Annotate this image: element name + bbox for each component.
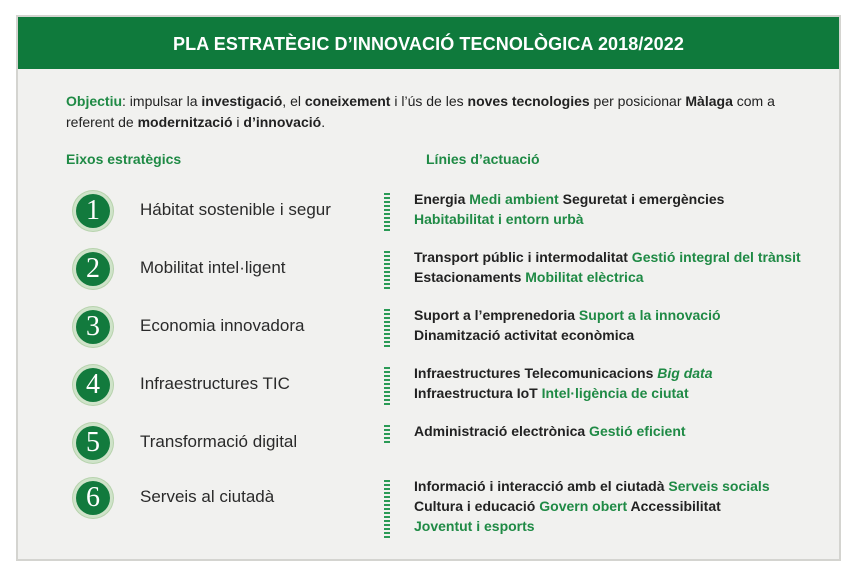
action-line: [414, 325, 721, 345]
action-line: [414, 516, 770, 536]
highlighted-action: Medi ambient: [465, 191, 559, 207]
objective-label: Objectiu: [66, 93, 123, 109]
action-lines: [414, 363, 713, 403]
axis-number-badge: 5: [76, 426, 110, 460]
objective-keyword: coneixement: [304, 93, 391, 109]
axis-number-badge: 4: [76, 368, 110, 402]
highlighted-action: Joventut i esports: [414, 518, 535, 534]
highlighted-action: Serveis socials: [664, 478, 770, 494]
action-line: [414, 189, 724, 209]
highlighted-action: Gestió integral del trànsit: [627, 249, 801, 265]
objective-text-part: , el: [282, 93, 305, 109]
dotted-divider: [384, 251, 390, 289]
axis-number-badge: 1: [76, 194, 110, 228]
dotted-divider: [384, 367, 390, 405]
action-line: [414, 496, 770, 516]
axis-label: Hábitat sostenible i segur: [140, 200, 331, 219]
action-lines: [414, 305, 721, 345]
action-text: Dinamització activitat econòmica: [414, 327, 635, 343]
action-line: [414, 421, 686, 441]
action-lines: [414, 189, 724, 229]
axis-row-6: [18, 478, 839, 534]
page-title: PLA ESTRATÈGIC D’INNOVACIÓ TECNOLÒGICA 2018/2022: [18, 17, 839, 69]
axis-number-badge: 6: [76, 481, 110, 515]
action-line: [414, 305, 721, 325]
axis-label: Mobilitat intel·ligent: [140, 258, 286, 277]
objective-text-part: i: [232, 114, 244, 130]
action-line: [414, 247, 801, 267]
axis-row-1: [18, 193, 839, 243]
axis-label: Transformació digital: [140, 432, 298, 451]
axis-row-5: [18, 425, 839, 475]
dotted-divider: [384, 425, 390, 443]
dotted-divider: [384, 309, 390, 347]
action-line: [414, 267, 801, 287]
action-text: Accessibilitat: [627, 498, 721, 514]
action-text: Administració electrònica: [414, 423, 586, 439]
action-line: [414, 476, 770, 496]
highlighted-action: Govern obert: [535, 498, 628, 514]
highlighted-action: Intel·ligència de ciutat: [537, 385, 689, 401]
objective-text-part: .: [321, 114, 326, 130]
objective-text-part: per posicionar: [589, 93, 686, 109]
objective-keyword: investigació: [201, 93, 283, 109]
action-text: Energia: [414, 191, 466, 207]
highlighted-action: Gestió eficient: [585, 423, 686, 439]
action-lines: [414, 476, 770, 536]
action-line: [414, 383, 713, 403]
objective-text: [66, 91, 816, 133]
action-text: Infraestructura IoT: [414, 385, 538, 401]
objective-text-part: com a referent de: [66, 93, 775, 130]
axis-label: Infraestructures TIC: [140, 374, 290, 393]
axis-row-3: [18, 309, 839, 359]
action-lines: [414, 421, 686, 441]
axis-number-badge: 3: [76, 310, 110, 344]
objective-keyword: noves tecnologies: [467, 93, 590, 109]
objective-keyword: d’innovació: [243, 114, 322, 130]
axes-column-header: Eixos estratègics: [66, 151, 182, 167]
action-text: Seguretat i emergències: [558, 191, 725, 207]
objective-keyword: modernització: [137, 114, 233, 130]
action-text: Estacionaments: [414, 269, 522, 285]
axis-label: Economia innovadora: [140, 316, 305, 335]
axis-row-2: [18, 251, 839, 301]
highlighted-action: Habitabilitat i entorn urbà: [414, 211, 584, 227]
axis-label: Serveis al ciutadà: [140, 487, 275, 506]
highlighted-action: Mobilitat elèctrica: [521, 269, 644, 285]
action-text: Cultura i educació: [414, 498, 536, 514]
axis-number-badge: 2: [76, 252, 110, 286]
highlighted-action: Suport a la innovació: [575, 307, 721, 323]
axis-row-4: [18, 367, 839, 417]
objective-text-part: i l’ús de les: [390, 93, 468, 109]
action-lines: [414, 247, 801, 287]
action-text: Infraestructures Telecomunicacions: [414, 365, 654, 381]
dotted-divider: [384, 193, 390, 231]
strategic-plan-card: [16, 15, 841, 561]
action-line: [414, 209, 724, 229]
dotted-divider: [384, 480, 390, 538]
objective-keyword: Màlaga: [685, 93, 733, 109]
action-text: Transport públic i intermodalitat: [414, 249, 628, 265]
action-line: [414, 363, 713, 383]
objective-text-part: : impulsar la: [122, 93, 202, 109]
action-text: Suport a l’emprenedoria: [414, 307, 576, 323]
lines-column-header: Línies d’actuació: [426, 151, 540, 167]
highlighted-action: Big data: [653, 365, 713, 381]
action-text: Informació i interacció amb el ciutadà: [414, 478, 665, 494]
